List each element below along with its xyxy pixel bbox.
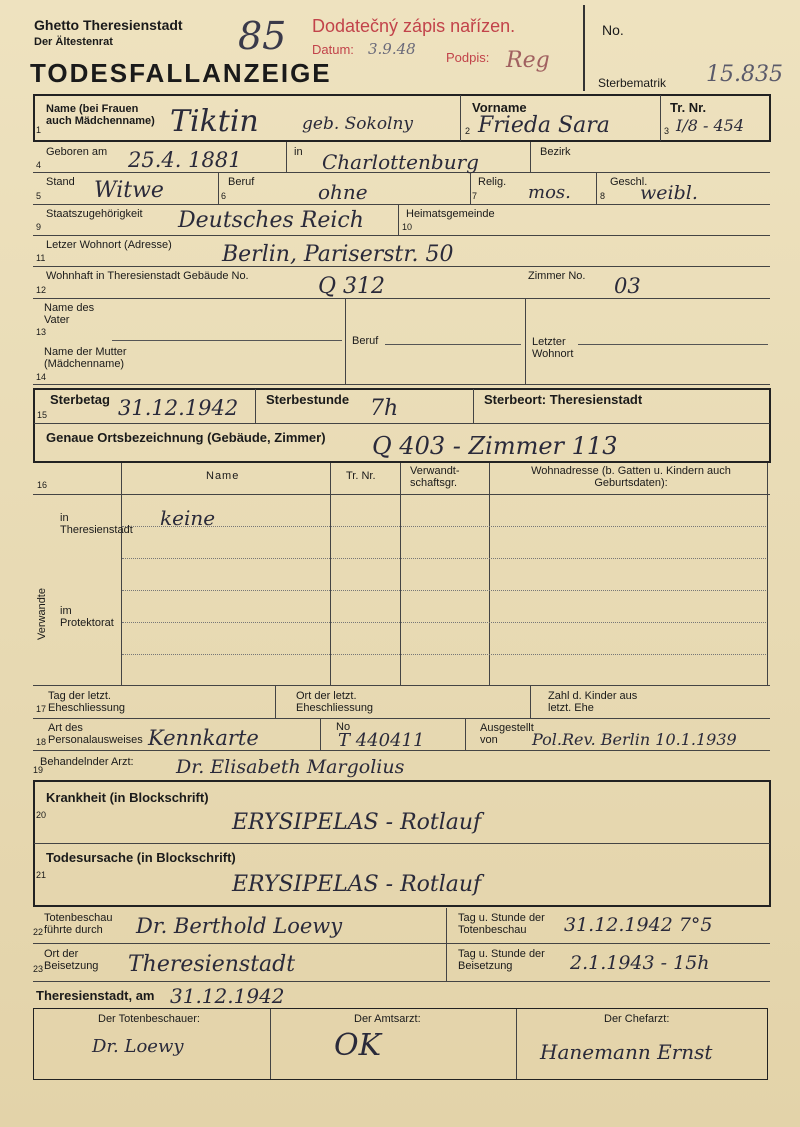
tag-beisetzung-value: 2.1.1943 - 15h (570, 952, 710, 974)
sig3-value: Hanemann Ernst (540, 1040, 713, 1064)
sterbematrik-label: Sterbematrik (598, 76, 667, 90)
relig-value: mos. (528, 182, 571, 203)
tag-totenbeschau-label: Tag u. Stunde der Totenbeschau (458, 912, 545, 936)
verwandt-header: Verwandt-schaftsgr. (410, 465, 460, 489)
stamp-datum: Datum: (312, 42, 354, 57)
totenbeschau-value: Dr. Berthold Loewy (136, 914, 343, 938)
field-number: 12 (36, 285, 47, 295)
wohnort-value: Berlin, Pariserstr. 50 (222, 242, 454, 267)
trnr-value: I/8 - 454 (676, 116, 745, 135)
vater-label: Name des Vater (44, 302, 95, 326)
staat-label: Staatszugehörigkeit (46, 208, 143, 220)
maiden-name-value: geb. Sokolny (302, 114, 414, 134)
wohnhaft-value: Q 312 (318, 274, 386, 299)
ursache-value: ERYSIPELAS - Rotlauf (232, 872, 482, 897)
field-number: 14 (36, 372, 47, 382)
heimat-label: Heimatsgemeinde (406, 208, 495, 220)
field-number: 5 (36, 191, 42, 201)
vorname-label: Vorname (472, 100, 527, 115)
ausweis-no-value: T 440411 (338, 730, 425, 751)
name-header: Name (206, 470, 240, 482)
stamp-date-handwritten: 3.9.48 (368, 40, 416, 58)
field-number: 17 (36, 704, 47, 714)
name-label: Name (bei Frauen auch Mädchenname) (46, 103, 155, 127)
place-date-value: 31.12.1942 (170, 984, 285, 1008)
keine-value: keine (160, 506, 216, 530)
eheschl-tag-label: Tag der letzt. Eheschliessung (48, 690, 126, 714)
field-number: 18 (36, 737, 47, 747)
staat-value: Deutsches Reich (178, 208, 364, 233)
sig2-value: OK (334, 1028, 382, 1063)
zimmer-value: 03 (614, 274, 641, 298)
arzt-value: Dr. Elisabeth Margolius (176, 756, 405, 778)
field-number: 22 (33, 927, 44, 937)
field-number: 3 (664, 126, 670, 136)
field-number: 19 (33, 765, 44, 775)
field-number: 10 (402, 222, 413, 232)
sterbetag-value: 31.12.1942 (118, 396, 239, 420)
field-number: 9 (36, 222, 42, 232)
trnr-label: Tr. Nr. (670, 100, 707, 115)
field-number: 7 (472, 191, 478, 201)
geschl-label: Geschl. (610, 176, 648, 188)
wohnhaft-label: Wohnhaft in Theresienstadt Gebäude No. (46, 270, 249, 282)
krankheit-label: Krankheit (in Blockschrift) (46, 790, 209, 805)
beruf2-label: Beruf (352, 335, 379, 347)
sig1-value: Dr. Loewy (92, 1036, 184, 1057)
ausgestellt-label: Ausgestellt von (480, 722, 534, 746)
wohnort-label: Letzer Wohnort (Adresse) (46, 239, 172, 251)
ort-beisetzung-label: Ort der Beisetzung (44, 948, 99, 972)
org-subname: Der Ältestenrat (34, 36, 113, 48)
tag-totenbeschau-value: 31.12.1942 7°5 (564, 914, 713, 936)
geboren-value: 25.4. 1881 (128, 148, 242, 172)
in-label: in (294, 146, 303, 158)
relig-label: Relig. (478, 176, 507, 188)
geburtsort-value: Charlottenburg (322, 150, 479, 174)
sterbetag-label: Sterbetag (50, 392, 110, 407)
sterbestunde-label: Sterbestunde (266, 392, 350, 407)
stamp-text: Dodatečný zápis nařízen. (312, 16, 516, 36)
vorname-value: Frieda Sara (478, 113, 610, 138)
verwandte-side-label: Verwandte (36, 588, 48, 640)
field-number: 6 (221, 191, 227, 201)
arzt-label: Behandelnder Arzt: (40, 756, 134, 768)
sig1-label: Der Totenbeschauer: (98, 1013, 200, 1025)
ausweis-label: Art des Personalausweises (48, 722, 143, 746)
field-number: 11 (36, 253, 46, 263)
field-number: 1 (36, 125, 42, 135)
org-name: Ghetto Theresienstadt (34, 17, 183, 33)
totenbeschau-label: Totenbeschau führte durch (44, 912, 113, 936)
beruf-label: Beruf (228, 176, 255, 188)
zimmer-label: Zimmer No. (528, 270, 586, 282)
ausweis-value: Kennkarte (148, 726, 259, 750)
field-number: 16 (37, 480, 48, 490)
ausweis-no-label: No (336, 721, 351, 733)
ausgestellt-value: Pol.Rev. Berlin 10.1.1939 (532, 730, 737, 749)
sterbematrik-value: 15.835 (706, 62, 783, 87)
field-number: 13 (36, 327, 47, 337)
field-number: 21 (36, 870, 47, 880)
ursache-label: Todesursache (in Blockschrift) (46, 850, 236, 865)
form-title: TODESFALLANZEIGE (30, 58, 332, 88)
beruf-value: ohne (318, 180, 368, 204)
geboren-label: Geboren am (46, 146, 108, 158)
place-date-label: Theresienstadt, am (36, 988, 155, 1003)
wohnadresse-header: Wohnadresse (b. Gatten u. Kindern auch Geburtsdaten): (531, 465, 731, 489)
surname-value: Tiktin (170, 104, 259, 139)
trnr-header: Tr. Nr. (346, 470, 376, 482)
field-number: 8 (600, 191, 606, 201)
in-there-label: in Theresienstadt (60, 512, 133, 536)
eheschl-ort-label: Ort der letzt. Eheschliessung (296, 690, 374, 714)
sterbestunde-value: 7h (370, 396, 399, 421)
sig3-label: Der Chefarzt: (604, 1013, 670, 1025)
mutter-label: Name der Mutter (Mädchenname) (44, 346, 127, 370)
ortsbez-value: Q 403 - Zimmer 113 (372, 432, 618, 460)
stamp-signature: Reg (506, 48, 550, 73)
ort-beisetzung-value: Theresienstadt (128, 952, 296, 977)
field-number: 4 (36, 160, 42, 170)
geschl-value: weibl. (640, 182, 698, 204)
krankheit-value: ERYSIPELAS - Rotlauf (232, 810, 482, 835)
stamp-podpis: Podpis: (446, 50, 490, 65)
field-number: 15 (37, 410, 48, 420)
letzter-wohnort-label: Letzter Wohnort (532, 336, 574, 360)
stand-label: Stand (46, 176, 75, 188)
protektorat-label: im Protektorat (60, 605, 114, 629)
sig2-label: Der Amtsarzt: (354, 1013, 421, 1025)
handwritten-number: 85 (238, 14, 287, 58)
field-number: 2 (465, 126, 471, 136)
bezirk-label: Bezirk (540, 146, 571, 158)
kinder-label: Zahl d. Kinder aus letzt. Ehe (548, 690, 638, 714)
tag-beisetzung-label: Tag u. Stunde der Beisetzung (458, 948, 545, 972)
no-label: No. (602, 22, 624, 38)
field-number: 20 (36, 810, 47, 820)
sterbeort-label: Sterbeort: Theresienstadt (484, 392, 643, 407)
ortsbez-label: Genaue Ortsbezeichnung (Gebäude, Zimmer) (46, 430, 326, 445)
stand-value: Witwe (94, 178, 164, 203)
field-number: 23 (33, 964, 44, 974)
